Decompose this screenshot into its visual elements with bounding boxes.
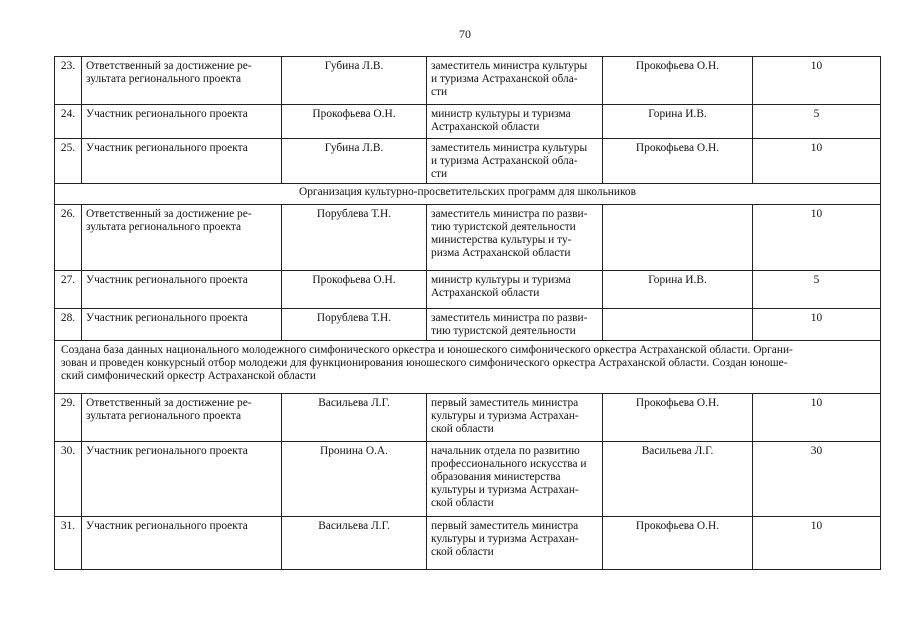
table-row	[55, 309, 881, 341]
workload-cell: 10	[753, 57, 881, 105]
workload-cell: 10	[753, 205, 881, 271]
table-row	[55, 517, 881, 570]
table-row	[55, 442, 881, 517]
row-number-cell: 28.	[55, 309, 82, 341]
workload-cell: 30	[753, 442, 881, 517]
role-cell: Участник регионального проекта	[82, 517, 282, 570]
table-row	[55, 105, 881, 139]
role-cell: Участник регионального проекта	[82, 442, 282, 517]
workload-cell: 10	[753, 394, 881, 442]
table-row	[55, 205, 881, 271]
section-row	[55, 184, 881, 205]
supervisor-cell: Прокофьева О.Н.	[603, 394, 753, 442]
supervisor-cell: Горина И.В.	[603, 271, 753, 309]
project-participants-table	[54, 56, 881, 570]
supervisor-cell: Горина И.В.	[603, 105, 753, 139]
row-number-cell: 27.	[55, 271, 82, 309]
position-cell: заместитель министра по разви- тию туристской деятельности	[427, 309, 603, 341]
row-number-cell: 25.	[55, 139, 82, 184]
table-row	[55, 57, 881, 105]
row-number-cell: 29.	[55, 394, 82, 442]
position-cell: заместитель министра культуры и туризма Астраханской обла- сти	[427, 139, 603, 184]
table-row	[55, 139, 881, 184]
page-number: 70	[459, 27, 471, 41]
position-cell: заместитель министра культуры и туризма Астраханской обла- сти	[427, 57, 603, 105]
position-cell: министр культуры и туризма Астраханской области	[427, 271, 603, 309]
row-number-cell: 24.	[55, 105, 82, 139]
supervisor-cell: Прокофьева О.Н.	[603, 57, 753, 105]
position-cell: министр культуры и туризма Астраханской области	[427, 105, 603, 139]
workload-cell: 5	[753, 271, 881, 309]
supervisor-cell: Васильева Л.Г.	[603, 442, 753, 517]
workload-cell: 10	[753, 309, 881, 341]
section-heading: Организация культурно-просветительских программ для школьников	[55, 184, 881, 205]
person-name-cell: Губина Л.В.	[282, 139, 427, 184]
supervisor-cell	[603, 205, 753, 271]
person-name-cell: Прокофьева О.Н.	[282, 105, 427, 139]
person-name-cell: Прокофьева О.Н.	[282, 271, 427, 309]
role-cell: Участник регионального проекта	[82, 105, 282, 139]
role-cell: Участник регионального проекта	[82, 139, 282, 184]
person-name-cell: Порублева Т.Н.	[282, 205, 427, 271]
row-number-cell: 30.	[55, 442, 82, 517]
row-number-cell: 31.	[55, 517, 82, 570]
position-cell: первый заместитель министра культуры и туризма Астрахан- ской области	[427, 517, 603, 570]
workload-cell: 10	[753, 517, 881, 570]
result-description: Создана база данных национального молодежного симфонического оркестра и юношеского симфонического оркестра Астраханской области. Органи- зован и проведен конкурсный отбор молодежи для функционирования юношеского симфонического оркестра Астраханской области. Создан юноше- ский симфонический оркестр Астраханской области	[55, 341, 881, 394]
row-number-cell: 23.	[55, 57, 82, 105]
person-name-cell: Васильева Л.Г.	[282, 517, 427, 570]
position-cell: первый заместитель министра культуры и туризма Астрахан- ской области	[427, 394, 603, 442]
workload-cell: 5	[753, 105, 881, 139]
person-name-cell: Порублева Т.Н.	[282, 309, 427, 341]
position-cell: заместитель министра по разви- тию туристской деятельности министерства культуры и ту- ризма Астраханской области	[427, 205, 603, 271]
row-number-cell: 26.	[55, 205, 82, 271]
person-name-cell: Пронина О.А.	[282, 442, 427, 517]
table-row	[55, 271, 881, 309]
role-cell: Ответственный за достижение ре- зультата регионального проекта	[82, 57, 282, 105]
role-cell: Участник регионального проекта	[82, 309, 282, 341]
person-name-cell: Губина Л.В.	[282, 57, 427, 105]
person-name-cell: Васильева Л.Г.	[282, 394, 427, 442]
supervisor-cell	[603, 309, 753, 341]
workload-cell: 10	[753, 139, 881, 184]
table-row	[55, 394, 881, 442]
supervisor-cell: Прокофьева О.Н.	[603, 139, 753, 184]
role-cell: Ответственный за достижение ре- зультата регионального проекта	[82, 205, 282, 271]
note-row	[55, 341, 881, 394]
supervisor-cell: Прокофьева О.Н.	[603, 517, 753, 570]
position-cell: начальник отдела по развитию профессионального искусства и образования министерства культуры и туризма Астрахан- ской области	[427, 442, 603, 517]
table-body	[55, 57, 881, 570]
role-cell: Ответственный за достижение ре- зультата регионального проекта	[82, 394, 282, 442]
role-cell: Участник регионального проекта	[82, 271, 282, 309]
